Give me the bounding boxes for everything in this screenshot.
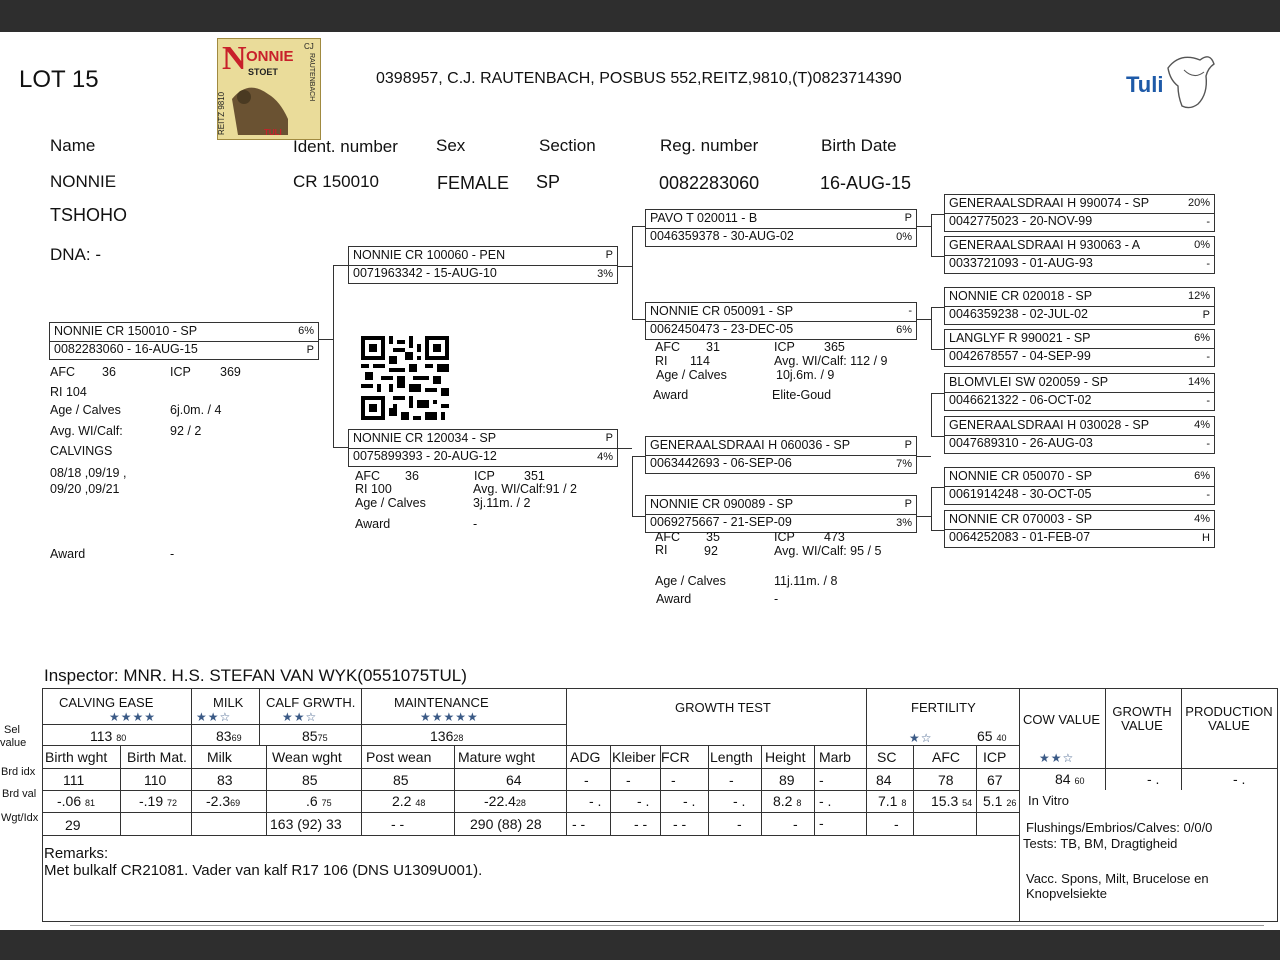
- wgt-mature-weight: 290 (88) 28: [470, 816, 542, 832]
- owner-details: 0398957, C.J. RAUTENBACH, POSBUS 552,REITZ,9810,(T)0823714390: [376, 70, 902, 87]
- stars-maintenance: ★★★★★: [420, 710, 479, 724]
- stars-calving-ease: ★★★★: [109, 710, 157, 724]
- brdval-mature-weight-acc: 28: [515, 798, 526, 808]
- subject-ri: RI 104: [50, 385, 87, 399]
- section-label: Section: [539, 136, 596, 155]
- brdidx-mature-weight: 64: [506, 772, 522, 788]
- hdr-growth-value: GROWTH VALUE: [1112, 704, 1172, 733]
- gd2-ri-label: RI: [655, 543, 668, 557]
- subject-wi-label: Avg. WI/Calf:: [50, 424, 123, 438]
- dam-afc: 36: [405, 469, 419, 483]
- svg-text:CJ: CJ: [304, 42, 314, 51]
- dam-age: 3j.11m. / 2: [473, 496, 531, 510]
- grandsire-paternal-box: PAVO T 020011 - B P 0046359378 - 30-AUG-02 0%: [645, 209, 917, 247]
- brdval-length: - .: [733, 793, 746, 809]
- wgt-kleiber: - -: [634, 816, 648, 832]
- animal-dna: DNA: -: [50, 245, 101, 264]
- ggp-box-7: NONNIE CR 050070 - SP 6% 0061914248 - 30-OCT-05 -: [944, 467, 1215, 505]
- brdval-height-acc: 8: [796, 798, 802, 808]
- calvings-line1: 08/18 ,09/19 ,: [50, 466, 127, 480]
- gd1-icp: 365: [824, 340, 845, 354]
- production-value: - .: [1233, 771, 1246, 787]
- ggp-box-4: LANGLYF R 990021 - SP 6% 0042678557 - 04-SEP-99 -: [944, 329, 1215, 367]
- gd1-award-label: Award: [653, 388, 689, 402]
- stars-fertility: ★☆: [909, 731, 933, 745]
- subject-award: -: [170, 547, 175, 561]
- calvings-label: CALVINGS: [50, 444, 113, 458]
- reg-label: Reg. number: [660, 136, 759, 155]
- wgt-post-wean: - -: [391, 816, 405, 832]
- gd1-ri: 114: [690, 354, 710, 368]
- subject-box: NONNIE CR 150010 - SP 6% 0082283060 - 16-AUG-15 P: [49, 322, 319, 360]
- trait-post-wean: Post wean: [366, 749, 432, 765]
- brdval-afc: 15.3: [931, 793, 959, 809]
- trait-afc: AFC: [932, 749, 960, 765]
- brdidx-marb: -: [819, 772, 824, 788]
- dam-box: NONNIE CR 120034 - SP P 0075899393 - 20-AUG-12 4%: [348, 429, 618, 467]
- brdval-birth-mat-acc: 72: [167, 798, 178, 808]
- gd2-age: 11j.11m. / 8: [774, 574, 838, 588]
- flushings: Flushings/Embrios/Calves: 0/0/0: [1026, 820, 1213, 835]
- gd2-afc: 35: [706, 530, 720, 544]
- hdr-cow-value: COW VALUE: [1023, 712, 1101, 727]
- subject-age: 6j.0m. / 4: [170, 403, 222, 417]
- hdr-fertility: FERTILITY: [911, 700, 976, 715]
- sel-fertility-acc: 40: [996, 733, 1007, 743]
- side-label-sel: Sel: [4, 724, 20, 736]
- animal-name: NONNIE: [50, 172, 117, 191]
- cow-value-acc: 60: [1074, 776, 1085, 786]
- hdr-calf-growth: CALF GRWTH.: [266, 695, 356, 710]
- dam-award-label: Award: [355, 517, 391, 531]
- granddam-maternal-box: NONNIE CR 090089 - SP P 0069275667 - 21-SEP-09 3%: [645, 495, 917, 533]
- brdidx-fcr: -: [671, 772, 676, 788]
- trait-birth-weight: Birth wght: [45, 749, 108, 765]
- brdval-wean-weight-acc: 75: [321, 798, 332, 808]
- brdidx-length: -: [729, 772, 734, 788]
- svg-text:ONNIE: ONNIE: [246, 48, 294, 65]
- subject-award-label: Award: [50, 547, 86, 561]
- sel-calf-growth-acc: 75: [317, 733, 328, 743]
- gd2-icp-label: ICP: [774, 530, 795, 544]
- trait-length: Length: [710, 749, 753, 765]
- sire-box: NONNIE CR 100060 - PEN P 0071963342 - 15-AUG-10 3%: [348, 246, 618, 284]
- sel-milk: 83: [216, 728, 232, 744]
- gd2-icp: 473: [824, 530, 845, 544]
- brdval-icp: 5.1: [983, 793, 1003, 809]
- dam-afc-label: AFC: [355, 469, 380, 483]
- dam-wi: Avg. WI/Calf:91 / 2: [473, 482, 577, 496]
- dam-award: -: [473, 517, 478, 531]
- sel-calf-growth: 85: [302, 728, 318, 744]
- gd2-afc-label: AFC: [655, 530, 680, 544]
- gd1-afc: 31: [706, 340, 720, 354]
- brdval-birth-weight: -.06: [57, 793, 82, 809]
- brdidx-wean-weight: 85: [302, 772, 318, 788]
- trait-kleiber: Kleiber: [612, 749, 656, 765]
- ggp-box-3: NONNIE CR 020018 - SP 12% 0046359238 - 02-JUL-02 P: [944, 287, 1215, 325]
- brdidx-adg: -: [584, 772, 589, 788]
- wgt-sc: -: [894, 816, 899, 832]
- gd1-ri-label: RI: [655, 354, 668, 368]
- brdval-icp-acc: 26: [1006, 798, 1017, 808]
- dam-icp: 351: [524, 469, 545, 483]
- brdidx-sc: 84: [876, 772, 892, 788]
- grandsire-maternal-box: GENERAALSDRAAI H 060036 - SP P 0063442693 - 06-SEP-06 7%: [645, 436, 917, 474]
- calvings-line2: 09/20 ,09/21: [50, 482, 120, 496]
- wgt-fcr: - -: [673, 816, 687, 832]
- ggp-box-5: BLOMVLEI SW 020059 - SP 14% 0046621322 - 06-OCT-02 -: [944, 373, 1215, 411]
- trait-milk: Milk: [207, 749, 232, 765]
- subject-afc-label: AFC: [50, 365, 75, 379]
- svg-text:N: N: [222, 40, 247, 77]
- brdval-birth-mat: -.19: [139, 793, 164, 809]
- brdidx-height: 89: [779, 772, 795, 788]
- tests: Tests: TB, BM, Dragtigheid: [1023, 836, 1178, 851]
- brdval-marb: - .: [819, 793, 832, 809]
- side-label-brd-val: Brd val: [2, 788, 37, 800]
- side-label-value: value: [0, 737, 27, 749]
- gd1-award: Elite-Goud: [772, 388, 832, 402]
- tuli-logo: [1124, 46, 1218, 116]
- remarks-label: Remarks:: [44, 845, 109, 862]
- hdr-production-value: PRODUCTION VALUE: [1185, 704, 1273, 733]
- trait-fcr: FCR: [661, 749, 690, 765]
- hdr-growth-test: GROWTH TEST: [675, 700, 771, 715]
- ggp-box-1: GENERAALSDRAAI H 990074 - SP 20% 0042775023 - 20-NOV-99 -: [944, 194, 1215, 232]
- growth-value: - .: [1147, 771, 1160, 787]
- brdval-sc-acc: 8: [901, 798, 907, 808]
- brdval-milk-acc: 69: [230, 798, 241, 808]
- gd1-icp-label: ICP: [774, 340, 795, 354]
- stars-calf-growth: ★★☆: [282, 710, 318, 724]
- animal-birth: 16-AUG-15: [820, 173, 912, 193]
- svg-text:RAUTENBACH: RAUTENBACH: [308, 53, 315, 102]
- name-label: Name: [50, 136, 96, 155]
- wgt-marb: -: [819, 815, 824, 831]
- sel-fertility: 65: [977, 728, 993, 744]
- sel-calving-ease: 113: [90, 728, 113, 744]
- dam-icp-label: ICP: [474, 469, 495, 483]
- brdval-post-wean: 2.2: [392, 793, 412, 809]
- stars-cow-value: ★★☆: [1039, 751, 1075, 765]
- svg-text:TULI: TULI: [264, 128, 282, 137]
- sel-calving-ease-acc: 80: [116, 733, 127, 743]
- subject-icp-label: ICP: [170, 365, 191, 379]
- gd1-age-label: Age / Calves: [656, 368, 727, 382]
- sel-maintenance-acc: 28: [453, 733, 464, 743]
- brdval-kleiber: - .: [637, 793, 650, 809]
- brdval-post-wean-acc: 48: [415, 798, 426, 808]
- sex-label: Sex: [436, 136, 466, 155]
- trait-adg: ADG: [570, 749, 601, 765]
- qr-code: [361, 336, 449, 420]
- trait-sc: SC: [877, 749, 897, 765]
- gd1-age: 10j.6m. / 9: [776, 368, 835, 382]
- nonnie-stoet-logo: [217, 38, 321, 140]
- gd2-award-label: Award: [656, 592, 692, 606]
- stars-milk: ★★☆: [196, 710, 232, 724]
- gd2-award: -: [774, 592, 779, 606]
- animal-sex: FEMALE: [437, 173, 510, 193]
- inspector: Inspector: MNR. H.S. STEFAN VAN WYK(0551075TUL): [44, 666, 467, 685]
- subject-icp: 369: [220, 365, 241, 379]
- hdr-milk: MILK: [213, 695, 244, 710]
- brdidx-birth-mat: 110: [144, 772, 167, 788]
- gd1-afc-label: AFC: [655, 340, 680, 354]
- sel-milk-acc: 69: [231, 733, 242, 743]
- hdr-maintenance: MAINTENANCE: [394, 695, 489, 710]
- brdval-afc-acc: 54: [962, 798, 973, 808]
- birth-label: Birth Date: [821, 136, 897, 155]
- trait-icp: ICP: [983, 749, 1007, 765]
- brdidx-kleiber: -: [626, 772, 631, 788]
- gd1-wi: Avg. WI/Calf: 112 / 9: [774, 354, 888, 368]
- subject-wi: 92 / 2: [170, 424, 202, 438]
- trait-mature-weight: Mature wght: [458, 749, 536, 765]
- brdval-fcr: - .: [683, 793, 696, 809]
- in-vitro: In Vitro: [1028, 793, 1069, 808]
- subject-afc: 36: [102, 365, 116, 379]
- vaccinations-line2: Knopvelsiekte: [1026, 886, 1107, 901]
- hdr-calving-ease: CALVING EASE: [59, 695, 154, 710]
- animal-section: SP: [536, 172, 561, 192]
- brdval-sc: 7.1: [878, 793, 898, 809]
- animal-herd: TSHOHO: [50, 205, 128, 225]
- performance-table: [42, 688, 1278, 922]
- brdval-height: 8.2: [773, 793, 793, 809]
- animal-ident: CR 150010: [293, 172, 380, 191]
- dam-age-label: Age / Calves: [355, 496, 426, 510]
- side-label-brd-idx: Brd idx: [1, 766, 36, 778]
- remarks-text: Met bulkalf CR21081. Vader van kalf R17 106 (DNS U1309U001).: [44, 862, 483, 879]
- dam-ri: RI 100: [355, 482, 392, 496]
- granddam-paternal-box: NONNIE CR 050091 - SP - 0062450473 - 23-DEC-05 6%: [645, 302, 917, 340]
- brdidx-icp: 67: [987, 772, 1003, 788]
- wgt-wean-weight: 163 (92) 33: [270, 816, 342, 832]
- trait-birth-mat: Birth Mat.: [127, 749, 187, 765]
- brdval-adg: - .: [589, 793, 602, 809]
- wgt-adg: - -: [572, 816, 586, 832]
- trait-wean-weight: Wean wght: [272, 749, 342, 765]
- wgt-height: -: [793, 816, 798, 832]
- trait-height: Height: [765, 749, 806, 765]
- lot-number: LOT 15: [19, 66, 99, 93]
- brdidx-post-wean: 85: [393, 772, 409, 788]
- trait-marb: Marb: [819, 749, 851, 765]
- pedigree-page: [0, 32, 1280, 930]
- gd2-ri: 92: [704, 544, 718, 558]
- cow-value: 84: [1055, 771, 1071, 787]
- wgt-birth-weight: 29: [65, 817, 81, 833]
- brdval-birth-weight-acc: 81: [85, 798, 96, 808]
- subject-age-label: Age / Calves: [50, 403, 121, 417]
- svg-text:Tuli: Tuli: [1126, 72, 1164, 97]
- vaccinations-line1: Vacc. Spons, Milt, Brucelose en: [1026, 871, 1209, 886]
- animal-reg: 0082283060: [659, 173, 760, 193]
- ident-label: Ident. number: [293, 137, 398, 156]
- brdidx-afc: 78: [938, 772, 954, 788]
- wgt-length: -: [737, 816, 742, 832]
- brdidx-milk: 83: [217, 772, 233, 788]
- sel-maintenance: 136: [430, 728, 454, 744]
- gd2-wi: Avg. WI/Calf: 95 / 5: [774, 544, 882, 558]
- gd2-age-label: Age / Calves: [655, 574, 726, 588]
- svg-text:REITZ 9810: REITZ 9810: [217, 91, 226, 135]
- ggp-box-2: GENERAALSDRAAI H 930063 - A 0% 0033721093 - 01-AUG-93 -: [944, 236, 1215, 274]
- side-label-wgt-idx: Wgt/Idx: [1, 812, 39, 824]
- brdidx-birth-weight: 111: [63, 772, 85, 788]
- ggp-box-8: NONNIE CR 070003 - SP 4% 0064252083 - 01-FEB-07 H: [944, 510, 1215, 548]
- ggp-box-6: GENERAALSDRAAI H 030028 - SP 4% 0047689310 - 26-AUG-03 -: [944, 416, 1215, 454]
- brdval-mature-weight: -22.4: [484, 793, 516, 809]
- brdval-milk: -2.3: [206, 793, 231, 809]
- brdval-wean-weight: .6: [306, 793, 318, 809]
- svg-text:STOET: STOET: [248, 67, 278, 77]
